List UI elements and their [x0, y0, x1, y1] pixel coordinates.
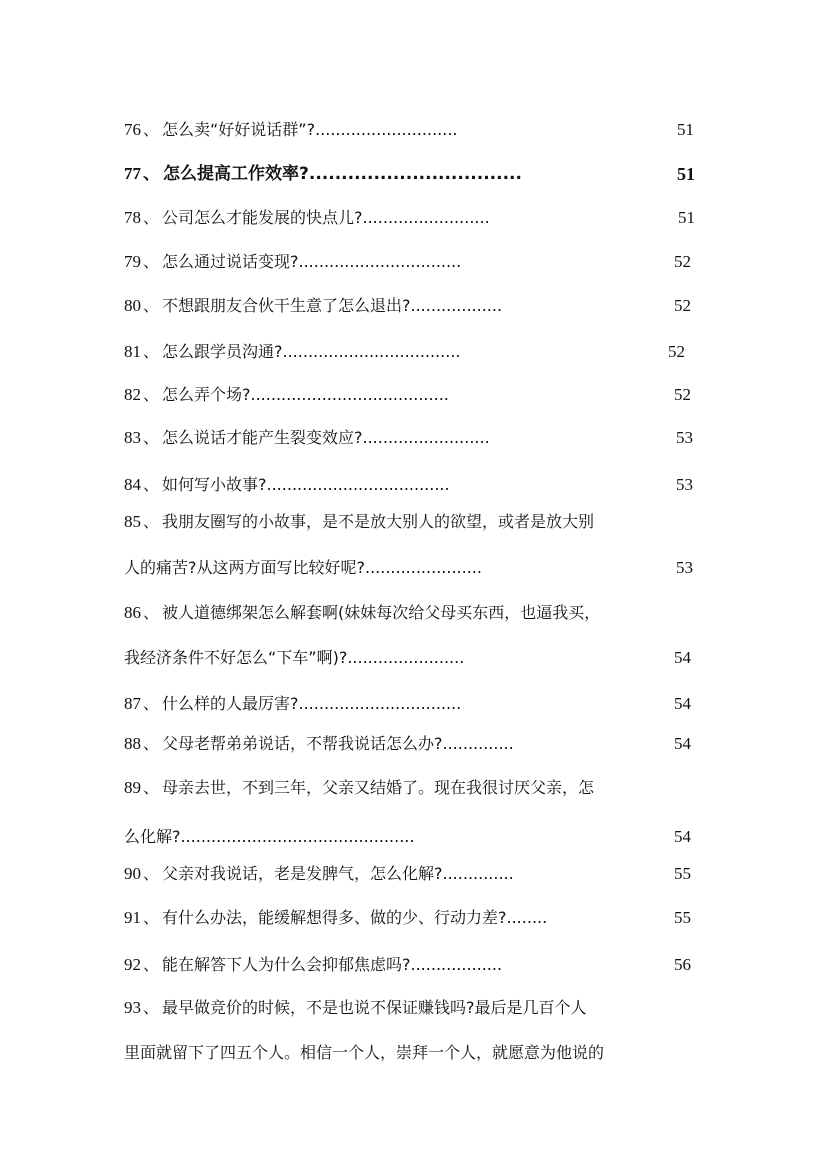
entry-page-number: 54 [674, 827, 691, 846]
entry-number: 76 [124, 120, 141, 139]
entry-title-continued: 我经济条件不好怎么“下车”啊)?....................... [124, 648, 465, 667]
toc-entry-continuation[interactable] [124, 558, 482, 578]
toc-entry-continuation[interactable] [124, 1043, 604, 1063]
entry-number: 91 [124, 908, 141, 927]
entry-separator: 、 [143, 428, 160, 447]
entry-number: 84 [124, 475, 141, 494]
entry-page-number: 53 [676, 428, 693, 447]
entry-page-number: 53 [676, 475, 693, 494]
entry-page-number: 56 [674, 955, 691, 974]
entry-title: 能在解答下人为什么会抑郁焦虑吗?.................. [162, 955, 503, 974]
entry-title: 父母老帮弟弟说话，不帮我说话怎么办?.............. [162, 734, 514, 753]
entry-title: 怎么弄个场?....................................... [162, 385, 449, 404]
entry-separator: 、 [143, 734, 160, 753]
toc-entry[interactable] [124, 296, 502, 316]
entry-page-number: 54 [674, 694, 691, 713]
toc-entry[interactable] [124, 252, 461, 272]
entry-title: 我朋友圈写的小故事，是不是放大别人的欲望，或者是放大别 [162, 512, 595, 531]
entry-page-number: 51 [677, 120, 694, 139]
entry-number: 78 [124, 208, 141, 227]
entry-separator: 、 [143, 208, 160, 227]
toc-entry[interactable] [124, 385, 449, 405]
entry-separator: 、 [143, 603, 160, 622]
entry-title: 如何写小故事?.................................... [162, 475, 450, 494]
entry-separator: 、 [143, 342, 160, 361]
entry-page-number: 52 [668, 342, 685, 361]
entry-number: 89 [124, 778, 141, 797]
entry-title: 怎么卖“好好说话群”?............................ [162, 120, 458, 139]
entry-number: 93 [124, 998, 141, 1017]
entry-title: 父亲对我说话，老是发脾气，怎么化解?.............. [162, 864, 514, 883]
toc-entry-continuation[interactable] [124, 827, 414, 847]
entry-title: 公司怎么才能发展的快点儿?......................... [162, 208, 490, 227]
entry-separator: 、 [143, 164, 160, 184]
entry-separator: 、 [143, 475, 160, 494]
entry-separator: 、 [143, 296, 160, 315]
entry-separator: 、 [143, 120, 160, 139]
entry-separator: 、 [143, 385, 160, 404]
toc-entry[interactable] [124, 998, 587, 1018]
entry-separator: 、 [143, 694, 160, 713]
entry-title-continued: 人的痛苦?从这两方面写比较好呢?....................... [124, 558, 482, 577]
toc-entry[interactable] [124, 694, 461, 714]
entry-separator: 、 [143, 864, 160, 883]
entry-number: 81 [124, 342, 141, 361]
toc-entry[interactable] [124, 342, 461, 362]
toc-entry[interactable] [124, 512, 594, 532]
entry-title-continued: 么化解?.............................................. [124, 827, 415, 846]
entry-number: 83 [124, 428, 141, 447]
entry-number: 79 [124, 252, 141, 271]
entry-page-number: 54 [674, 734, 691, 753]
entry-separator: 、 [143, 252, 160, 271]
entry-separator: 、 [143, 908, 160, 927]
toc-entry-continuation[interactable] [124, 648, 464, 668]
entry-number: 85 [124, 512, 141, 531]
toc-entry[interactable] [124, 908, 547, 928]
toc-entry[interactable] [124, 864, 514, 884]
entry-page-number: 54 [674, 648, 691, 667]
entry-separator: 、 [143, 778, 160, 797]
toc-entry[interactable] [124, 603, 600, 623]
entry-page-number: 52 [674, 385, 691, 404]
entry-title: 最早做竞价的时候，不是也说不保证赚钱吗?最后是几百个人 [162, 998, 587, 1017]
entry-title: 怎么说话才能产生裂变效应?......................... [162, 428, 490, 447]
entry-page-number: 51 [678, 208, 695, 227]
entry-number: 88 [124, 734, 141, 753]
entry-page-number: 52 [674, 252, 691, 271]
entry-title: 怎么提高工作效率?................................. [163, 164, 522, 184]
entry-page-number: 51 [677, 164, 695, 184]
entry-page-number: 55 [674, 864, 691, 883]
toc-entry[interactable] [124, 475, 450, 495]
entry-page-number: 52 [674, 296, 691, 315]
entry-number: 90 [124, 864, 141, 883]
entry-number: 92 [124, 955, 141, 974]
toc-entry[interactable] [124, 120, 458, 140]
entry-title: 什么样的人最厉害?................................ [162, 694, 462, 713]
entry-separator: 、 [143, 955, 160, 974]
toc-entry[interactable] [124, 428, 490, 448]
entry-page-number: 55 [674, 908, 691, 927]
entry-separator: 、 [143, 998, 160, 1017]
entry-page-number: 53 [676, 558, 693, 577]
toc-entry[interactable] [124, 734, 514, 754]
entry-separator: 、 [143, 512, 160, 531]
toc-entry[interactable] [124, 208, 490, 228]
entry-number: 82 [124, 385, 141, 404]
entry-number: 77 [124, 164, 141, 183]
entry-number: 87 [124, 694, 141, 713]
entry-title: 被人道德绑架怎么解套啊(妹妹每次给父母买东西，也逼我买， [162, 603, 601, 622]
entry-title: 母亲去世，不到三年，父亲又结婚了。现在我很讨厌父亲，怎 [162, 778, 595, 797]
entry-title: 不想跟朋友合伙干生意了怎么退出?.................. [162, 296, 503, 315]
entry-title: 有什么办法，能缓解想得多、做的少、行动力差?........ [162, 908, 548, 927]
entry-number: 86 [124, 603, 141, 622]
entry-number: 80 [124, 296, 141, 315]
toc-entry-highlighted[interactable] [124, 164, 522, 184]
entry-title: 怎么通过说话变现?................................ [162, 252, 462, 271]
toc-entry[interactable] [124, 955, 502, 975]
toc-entry[interactable] [124, 778, 594, 798]
entry-title: 怎么跟学员沟通?................................... [162, 342, 461, 361]
entry-title-continued: 里面就留下了四五个人。相信一个人，崇拜一个人，就愿意为他说的 [124, 1043, 605, 1062]
